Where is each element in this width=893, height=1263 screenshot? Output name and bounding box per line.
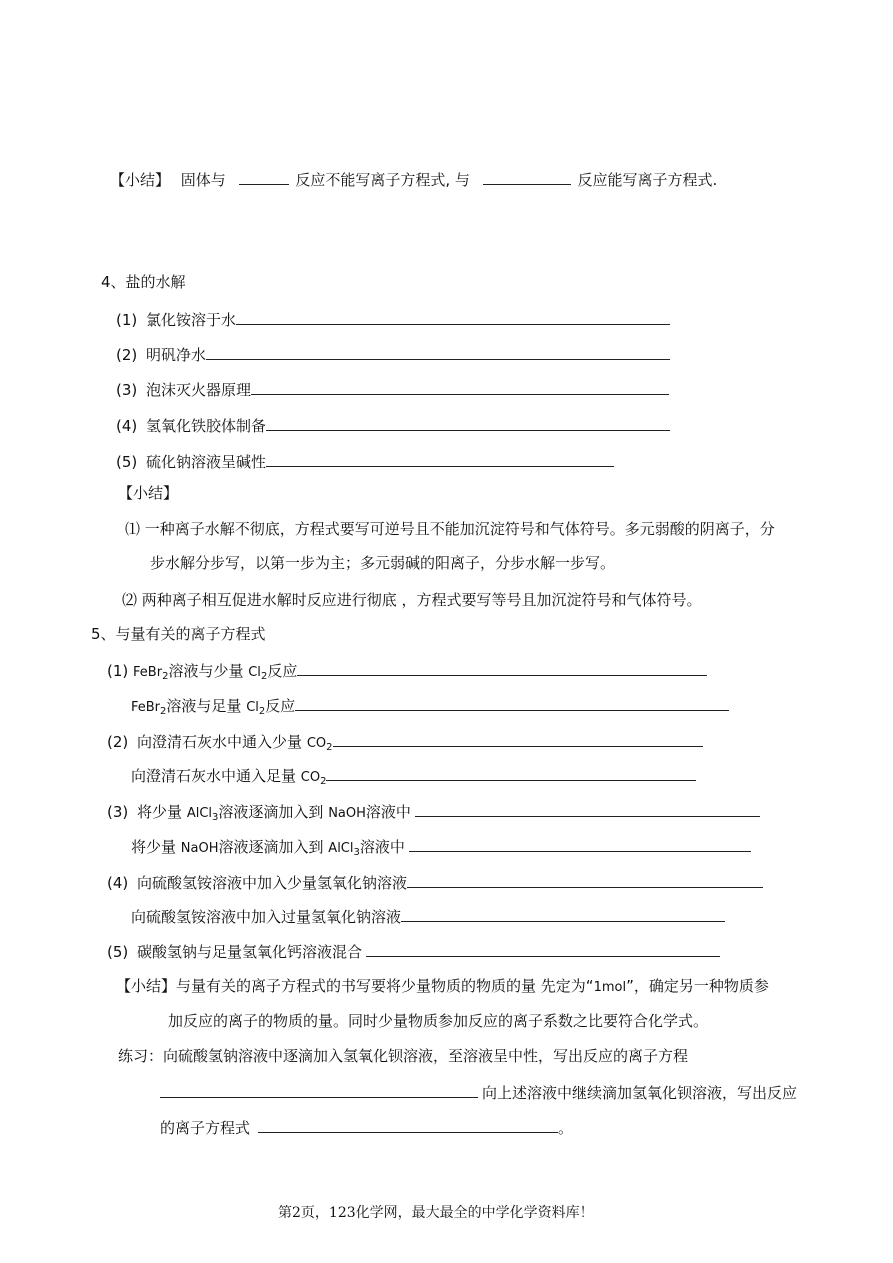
answer-line[interactable] [366,940,720,957]
item-text: 将少量 [137,803,183,821]
formula-febr2: FeBr [131,700,161,715]
item-number: (3) [107,803,129,821]
item-number: (2) [107,733,129,751]
summary-text: 固体与 [180,171,226,189]
item-text: 溶液中 [365,803,411,821]
item-text: 溶液逐滴加入到 [218,838,324,856]
item-number: (1) [116,311,138,329]
exercise-text: 向上述溶液中继续滴加氢氧化钡溶液，写出反应 [482,1084,798,1102]
subscript: 2 [260,671,268,682]
answer-line[interactable] [266,450,614,467]
summary-text: 与量有关的离子方程式的书写要将少量物质的物质的量 先定为“ [176,977,594,995]
item-text: 溶液与足量 [166,697,242,715]
answer-line[interactable] [160,1081,478,1098]
subscript: 2 [162,671,169,682]
subscript: 2 [160,706,167,717]
item-text: 泡沫灭火器原理 [146,381,252,399]
summary-1 [110,168,717,188]
formula-cl2: Cl [246,700,259,715]
answer-blank[interactable] [483,168,571,185]
hydrolysis-item-3 [116,378,669,398]
formula-febr2: FeBr [133,665,163,680]
formula-alcl3: AlCl [186,806,213,821]
summary-label: 【小结】 [110,171,171,189]
answer-line[interactable] [258,1116,558,1133]
amount-item-3b [131,835,751,858]
answer-line[interactable] [206,343,670,360]
item-text: 氯化铵溶于水 [146,311,237,329]
formula-naoh: NaOH [328,806,366,821]
item-number: (5) [107,943,129,961]
item-text: 溶液与少量 [168,662,244,680]
formula-cl2: Cl [248,665,261,680]
answer-line[interactable] [326,764,696,781]
amount-item-2 [107,730,703,753]
formula-naoh: NaOH [180,841,219,856]
item-text: 反应 [267,662,298,680]
exercise-line-3 [160,1116,573,1136]
summary-point-2: ⑵ 两种离子相互促进水解时反应进行彻底 ，方程式要写等号且加沉淀符号和气体符号。 [122,591,702,609]
answer-line[interactable] [295,694,729,711]
summary-text: ”，确定另一种物质参 [626,977,769,995]
summary-text: 反应能写离子方程式. [577,171,718,189]
item-text: 溶液逐滴加入到 [218,803,324,821]
formula-co2: CO [300,770,321,785]
hydrolysis-item-2 [116,343,670,363]
summary-5a [116,976,769,996]
answer-line[interactable] [251,378,669,395]
amount-item-4b [131,905,725,925]
answer-line[interactable] [266,414,670,431]
answer-line[interactable] [236,308,670,325]
subscript: 2 [326,742,333,753]
exercise-text: 的离子方程式 [160,1119,251,1137]
formula-co2: CO [306,736,327,751]
item-text: 向硫酸氢铵溶液中加入少量氢氧化钠溶液 [137,874,408,892]
item-number: (4) [116,417,138,435]
item-text: 溶液中 [359,838,405,856]
exercise-text: 。 [558,1119,574,1137]
answer-line[interactable] [415,800,760,817]
exercise-line-2 [160,1081,797,1101]
item-number: (5) [116,453,138,471]
item-number: (4) [107,874,129,892]
formula-alcl3: AlCl [328,841,354,856]
item-text: 硫化钠溶液呈碱性 [146,453,267,471]
section-5-title: 5、与量有关的离子方程式 [91,625,266,643]
amount-item-3 [107,800,760,823]
item-text: 将少量 [131,838,177,856]
subscript: 2 [258,706,266,717]
answer-blank[interactable] [239,168,289,185]
summary-label: 【小结】 [116,977,177,995]
item-text: 碳酸氢钠与足量氢氧化钙溶液混合 [137,943,363,961]
amount-item-2b [131,764,696,787]
item-text: 向硫酸氢铵溶液中加入过量氢氧化钠溶液 [131,908,402,926]
answer-line[interactable] [333,730,703,747]
answer-line[interactable] [297,659,707,676]
subscript: 3 [212,812,219,823]
item-number: (3) [116,381,138,399]
item-text: 明矾净水 [146,346,207,364]
item-number: (2) [116,346,138,364]
page-footer: 第2页，123化学网，最大最全的中学化学资料库！ [278,1205,594,1221]
hydrolysis-item-1 [116,308,670,328]
amount-item-5 [107,940,720,960]
amount-item-1 [107,659,707,682]
hydrolysis-item-4 [116,414,670,434]
summary-5b: 加反应的离子的物质的量。同时少量物质参加反应的离子系数之比要符合化学式。 [168,1012,709,1030]
answer-line[interactable] [409,835,751,852]
subscript: 3 [353,847,360,858]
summary-text: 反应不能写离子方程式, 与 [295,171,470,189]
item-text: 向澄清石灰水中通入足量 [131,767,297,785]
hydrolysis-item-5 [116,450,614,470]
summary-mol: 1mol [593,980,627,995]
amount-item-1b [131,694,729,717]
amount-item-4 [107,871,763,891]
item-text: 向澄清石灰水中通入少量 [137,733,303,751]
answer-line[interactable] [407,871,763,888]
summary-label: 【小结】 [118,484,179,502]
subscript: 2 [320,776,327,787]
summary-point-1b: 步水解分步写，以第一步为主；多元弱碱的阳离子，分步水解一步写。 [150,554,616,572]
section-4-title: 4、盐的水解 [101,273,186,291]
summary-point-1a: ⑴ 一种离子水解不彻底，方程式要写可逆号且不能加沉淀符号和气体符号。多元弱酸的阴离子，分 [125,520,775,538]
item-number: (1) [107,662,129,680]
exercise-line-1: 练习：向硫酸氢钠溶液中逐滴加入氢氧化钡溶液，至溶液呈中性，写出反应的离子方程 [118,1047,689,1065]
item-text: 氢氧化铁胶体制备 [146,417,267,435]
answer-line[interactable] [401,905,725,922]
item-text: 反应 [265,697,296,715]
